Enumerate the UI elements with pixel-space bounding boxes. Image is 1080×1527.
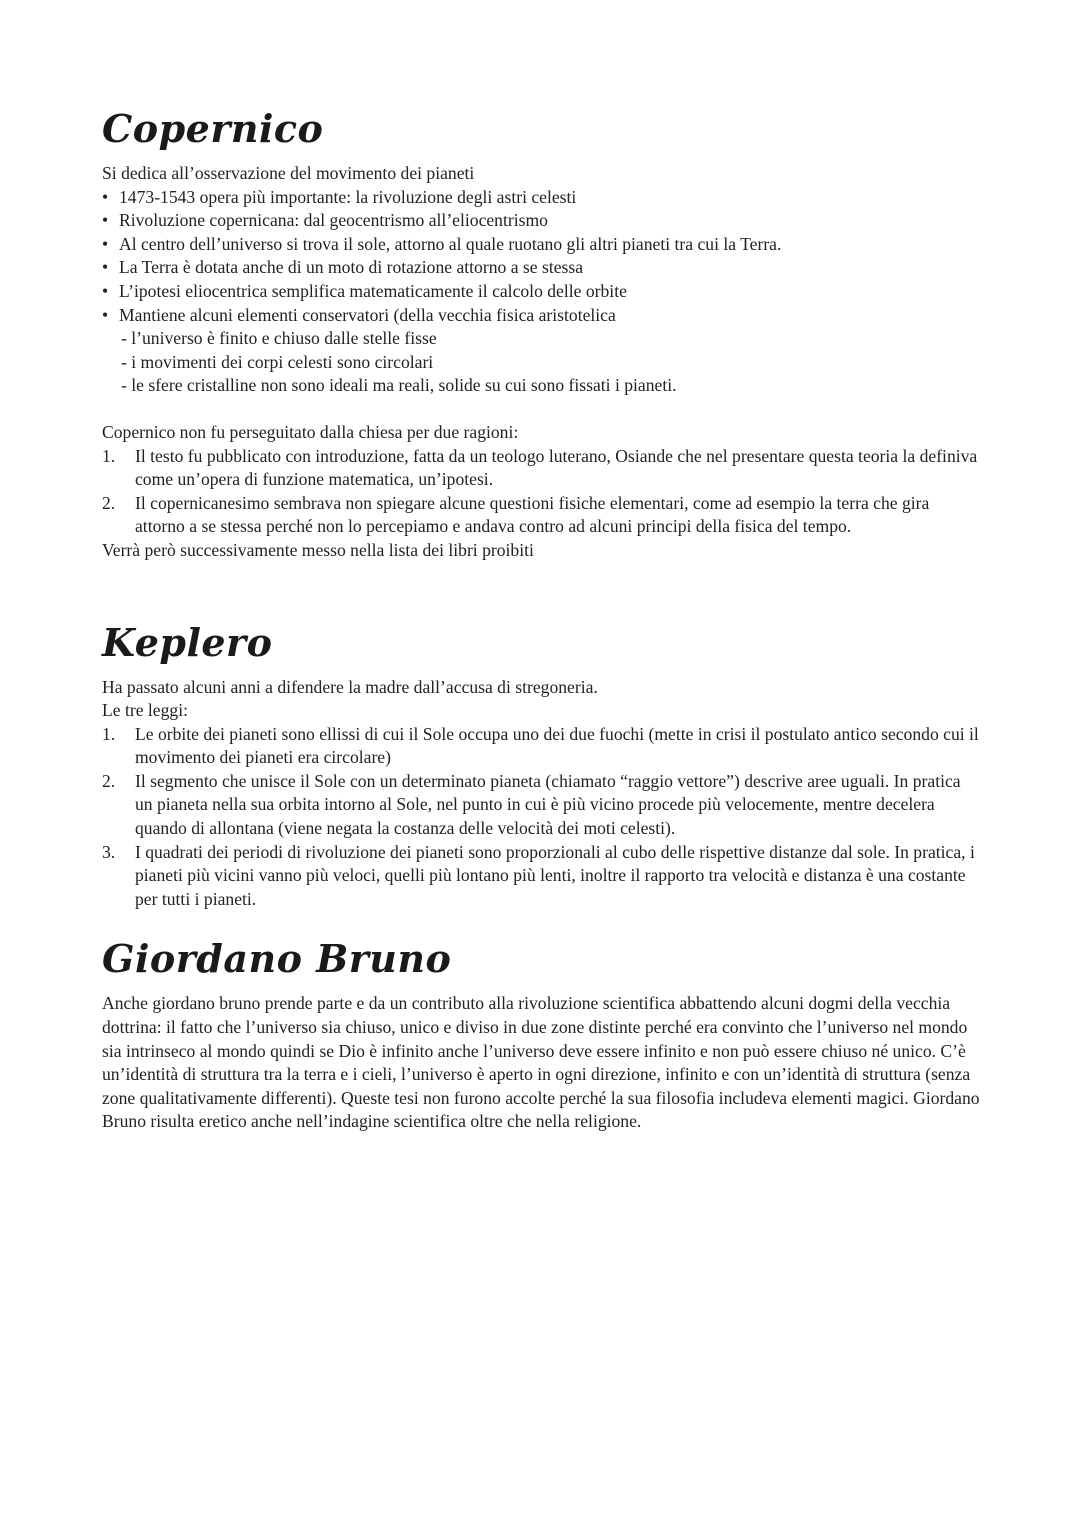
list-item: • La Terra è dotata anche di un moto di rotazione attorno a se stessa	[102, 256, 982, 280]
sub-list-item: - i movimenti dei corpi celesti sono circolari	[121, 351, 434, 372]
section-keplero	[102, 618, 982, 912]
heading-copernico: Copernico	[102, 106, 324, 151]
list-item: 1. Il testo fu pubblicato con introduzione, fatta da un teologo luterano, Osiande che nel presentare questa teoria la definiva come un’opera di funzione matematica, un’ipotesi.	[102, 445, 978, 490]
item-number: 2.	[102, 492, 116, 513]
bullet-icon: •	[102, 257, 109, 278]
copernico-reasons-list	[102, 445, 982, 539]
copernico-reasons-intro: Copernico non fu perseguitato dalla chiesa per due ragioni:	[102, 421, 519, 442]
section-copernico	[102, 104, 982, 563]
bullet-icon: •	[102, 210, 109, 231]
item-number: 1.	[102, 723, 116, 744]
list-item: • 1473-1543 opera più importante: la rivoluzione degli astri celesti	[102, 186, 982, 210]
copernico-closing: Verrà però successivamente messo nella lista dei libri proibiti	[102, 539, 534, 560]
copernico-bullet-list	[102, 186, 982, 328]
list-item: • Al centro dell’universo si trova il sole, attorno al quale ruotano gli altri pianeti tra cui la Terra.	[102, 233, 982, 257]
heading-bruno: Giordano Bruno	[102, 936, 452, 982]
list-item: 2. Il segmento che unisce il Sole con un determinato pianeta (chiamato “raggio vettore”) descrive aree uguali. In pratica un pianeta nella sua orbita intorno al Sole, nel punto in cui è più vicino procede più velocemente, mentre decelera quando di allontana (viene negata la costanza delle velocità dei moti celesti).	[102, 770, 961, 839]
item-number: 1.	[102, 445, 116, 466]
copernico-intro: Si dedica all’osservazione del movimento dei pianeti	[102, 163, 475, 183]
bullet-icon: •	[102, 304, 109, 325]
keplero-laws-intro: Le tre leggi:	[102, 700, 188, 721]
list-item: • Mantiene alcuni elementi conservatori (della vecchia fisica aristotelica	[102, 304, 982, 328]
sub-list-item: - le sfere cristalline non sono ideali ma reali, solide su cui sono fissati i pianeti.	[121, 375, 677, 396]
list-item: 2. Il copernicanesimo sembrava non spiegare alcune questioni fisiche elementari, come ad esempio la terra che gira attorno a se stessa perché non lo percepiamo e andava contro ad alcuni principi della fisica del tempo.	[102, 492, 930, 537]
bullet-icon: •	[102, 280, 109, 301]
list-item: • Rivoluzione copernicana: dal geocentrismo all’eliocentrismo	[102, 209, 982, 233]
section-bruno	[102, 934, 982, 1134]
list-item: 3. I quadrati dei periodi di rivoluzione dei pianeti sono proporzionali al cubo delle rispettive distanze dal sole. In pratica, i pianeti più vicini vanno più veloci, quelli più lontano più lenti, inoltre il rapporto tra velocità e distanza è una costante per tutti i pianeti.	[102, 841, 975, 909]
item-number: 3.	[102, 841, 116, 862]
copernico-sub-list	[102, 327, 982, 398]
bullet-icon: •	[102, 186, 109, 207]
sub-list-item: - l’universo è finito e chiuso dalle stelle fisse	[121, 328, 437, 349]
item-number: 2.	[102, 770, 116, 791]
bullet-icon: •	[102, 233, 109, 254]
list-item: • L’ipotesi eliocentrica semplifica matematicamente il calcolo delle orbite	[102, 280, 982, 304]
keplero-laws-list	[102, 723, 982, 912]
bruno-paragraph: Anche giordano bruno prende parte e da un contributo alla rivoluzione scientifica abbattendo alcuni dogmi della vecchia dottrina: il fatto che l’universo sia chiuso, unico e diviso in due zone distinte perché era convinto che l’universo nel mondo sia intrinseco al mondo quindi se Dio è infinito anche l’universo deve essere infinito e non può essere chiuso né unico. C’è un’identità di struttura tra la terra e i cieli, l’universo è aperto in ogni direzione, infinito e con un’identità di struttura (senza zone qualitativamente differenti). Queste tesi non furono accolte perché la sua filosofia includeva elementi magici. Giordano Bruno risulta eretico anche nell’indagine scientifica oltre che nella religione.	[102, 993, 980, 1132]
document-page	[102, 104, 982, 1134]
keplero-intro: Ha passato alcuni anni a difendere la madre dall’accusa di stregoneria.	[102, 676, 598, 697]
heading-keplero: Keplero	[102, 619, 273, 665]
list-item: 1. Le orbite dei pianeti sono ellissi di cui il Sole occupa uno dei due fuochi (mette in crisi il postulato antico secondo cui il movimento dei pianeti era circolare)	[102, 723, 979, 768]
